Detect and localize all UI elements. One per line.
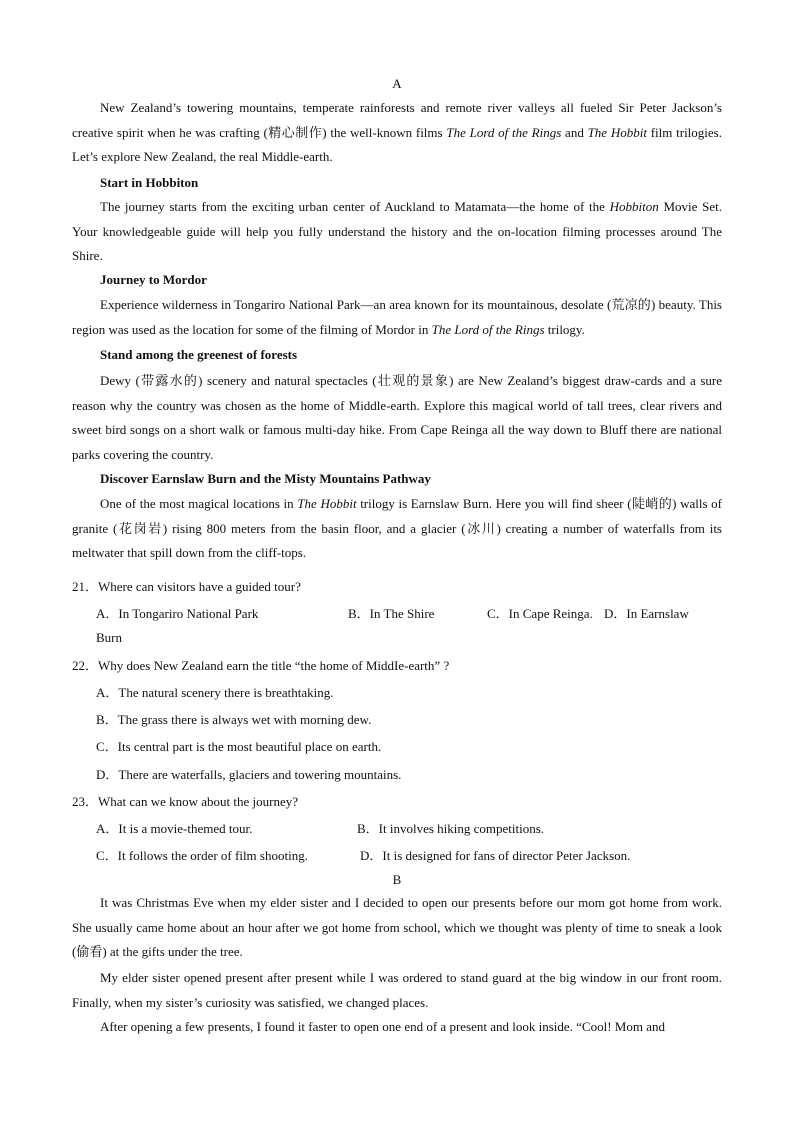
intro-text-3: film trilogies. Let’s explore New Zealand, the real Middle-earth.	[72, 124, 722, 165]
question-23-option-a[interactable]: A．It is a movie-themed tour.	[96, 821, 253, 836]
question-21-option-a[interactable]: A．In Tongariro National Park	[96, 606, 259, 621]
mordor-text-1: Experience wilderness in Tongariro National Park—an area known for its mountainous, desolate (荒凉的) beauty. This region was used as the location for some of the filming of Mordor in	[72, 297, 722, 337]
earnslaw-text-2: trilogy is Earnslaw Burn. Here you will find sheer (陡峭的) walls of granite (花岗岩) rising 800 meters from the basin floor, and a glacier (冰川) creating a number of waterfalls from its meltwater that spill down from the cliff-tops.	[72, 496, 722, 561]
film-title-lotr: The Lord of the Rings	[446, 124, 562, 140]
paragraph-mordor	[72, 293, 722, 342]
question-23-option-c[interactable]: C．It follows the order of film shooting.	[96, 848, 308, 863]
hobbiton-text-2: Movie Set. Your knowledgeable guide will help you fully understand the history and the on-location filming processes around The Shire.	[72, 199, 722, 264]
heading-forests: Stand among the greenest of forests	[100, 347, 298, 362]
question-22-option-d[interactable]: D．There are waterfalls, glaciers and towering mountains.	[96, 767, 402, 782]
question-22-option-b[interactable]: B．The grass there is always wet with morning dew.	[96, 712, 372, 727]
question-23-option-d[interactable]: D．It is designed for fans of director Peter Jackson.	[360, 848, 631, 863]
film-title-hobbit: The Hobbit	[587, 124, 647, 140]
intro-text-2: and	[561, 124, 588, 140]
hobbiton-italic: Hobbiton	[609, 199, 659, 214]
hobbiton-text-1: The journey starts from the exciting urban center of Auckland to Matamata—the home of the	[100, 199, 610, 214]
question-23-option-b[interactable]: B．It involves hiking competitions.	[357, 821, 545, 836]
question-21-option-c[interactable]: C．In Cape Reinga.	[487, 606, 593, 621]
passage-b-label: B	[392, 872, 402, 887]
question-21-option-b[interactable]: B．In The Shire	[348, 606, 435, 621]
passage-a-intro	[72, 96, 722, 170]
passage-b-paragraph-1: It was Christmas Eve when my elder sister and I decided to open our presents before our mom got home from work. She usually came home about an hour after we got home from school, which we thought was plenty of time to sneak a look (偷看) at the gifts under the tree.	[72, 895, 722, 960]
heading-hobbiton: Start in Hobbiton	[100, 175, 199, 190]
paragraph-hobbiton	[72, 195, 722, 269]
question-22-option-a[interactable]: A．The natural scenery there is breathtaking.	[96, 685, 334, 700]
passage-b-paragraph-3: After opening a few presents, I found it faster to open one end of a present and look inside. “Cool! Mom and	[100, 1019, 665, 1034]
intro-text-1: New Zealand’s towering mountains, temperate rainforests and remote river valleys all fueled Sir Peter Jackson’s creative spirit when he was crafting (精心制作) the well-known films	[72, 100, 722, 140]
question-21-stem: 21．Where can visitors have a guided tour?	[72, 579, 301, 594]
question-23-stem: 23．What can we know about the journey?	[72, 794, 298, 809]
mordor-italic: The Lord of the Rings	[431, 321, 545, 337]
earnslaw-text-1: One of the most magical locations in	[100, 496, 298, 511]
passage-b-paragraph-2: My elder sister opened present after present while I was ordered to stand guard at the big window in our front room. Finally, when my sister’s curiosity was satisfied, we changed places.	[72, 970, 722, 1010]
earnslaw-italic: The Hobbit	[297, 496, 357, 511]
paragraph-earnslaw	[72, 492, 722, 566]
question-21-option-d-continued: Burn	[96, 630, 122, 645]
heading-mordor: Journey to Mordor	[100, 272, 207, 287]
question-22-stem: 22．Why does New Zealand earn the title “the home of MiddIe-earth” ?	[72, 658, 450, 673]
passage-a-label: A	[392, 76, 402, 91]
paragraph-forests: Dewy (带露水的) scenery and natural spectacles (壮观的景象) are New Zealand’s biggest draw-cards and a sure reason why the country was chosen as the home of Middle-earth. Explore this magical world of tall trees, clear rivers and sweet bird songs on a short walk or famous multi-day hike. From Cape Reinga all the way down to Bluff there are national parks covering the country.	[72, 373, 722, 462]
question-22-option-c[interactable]: C．Its central part is the most beautiful place on earth.	[96, 739, 382, 754]
mordor-text-2: trilogy.	[544, 321, 585, 337]
heading-earnslaw: Discover Earnslaw Burn and the Misty Mountains Pathway	[100, 471, 431, 486]
question-21-option-d[interactable]: D．In Earnslaw	[604, 606, 689, 621]
